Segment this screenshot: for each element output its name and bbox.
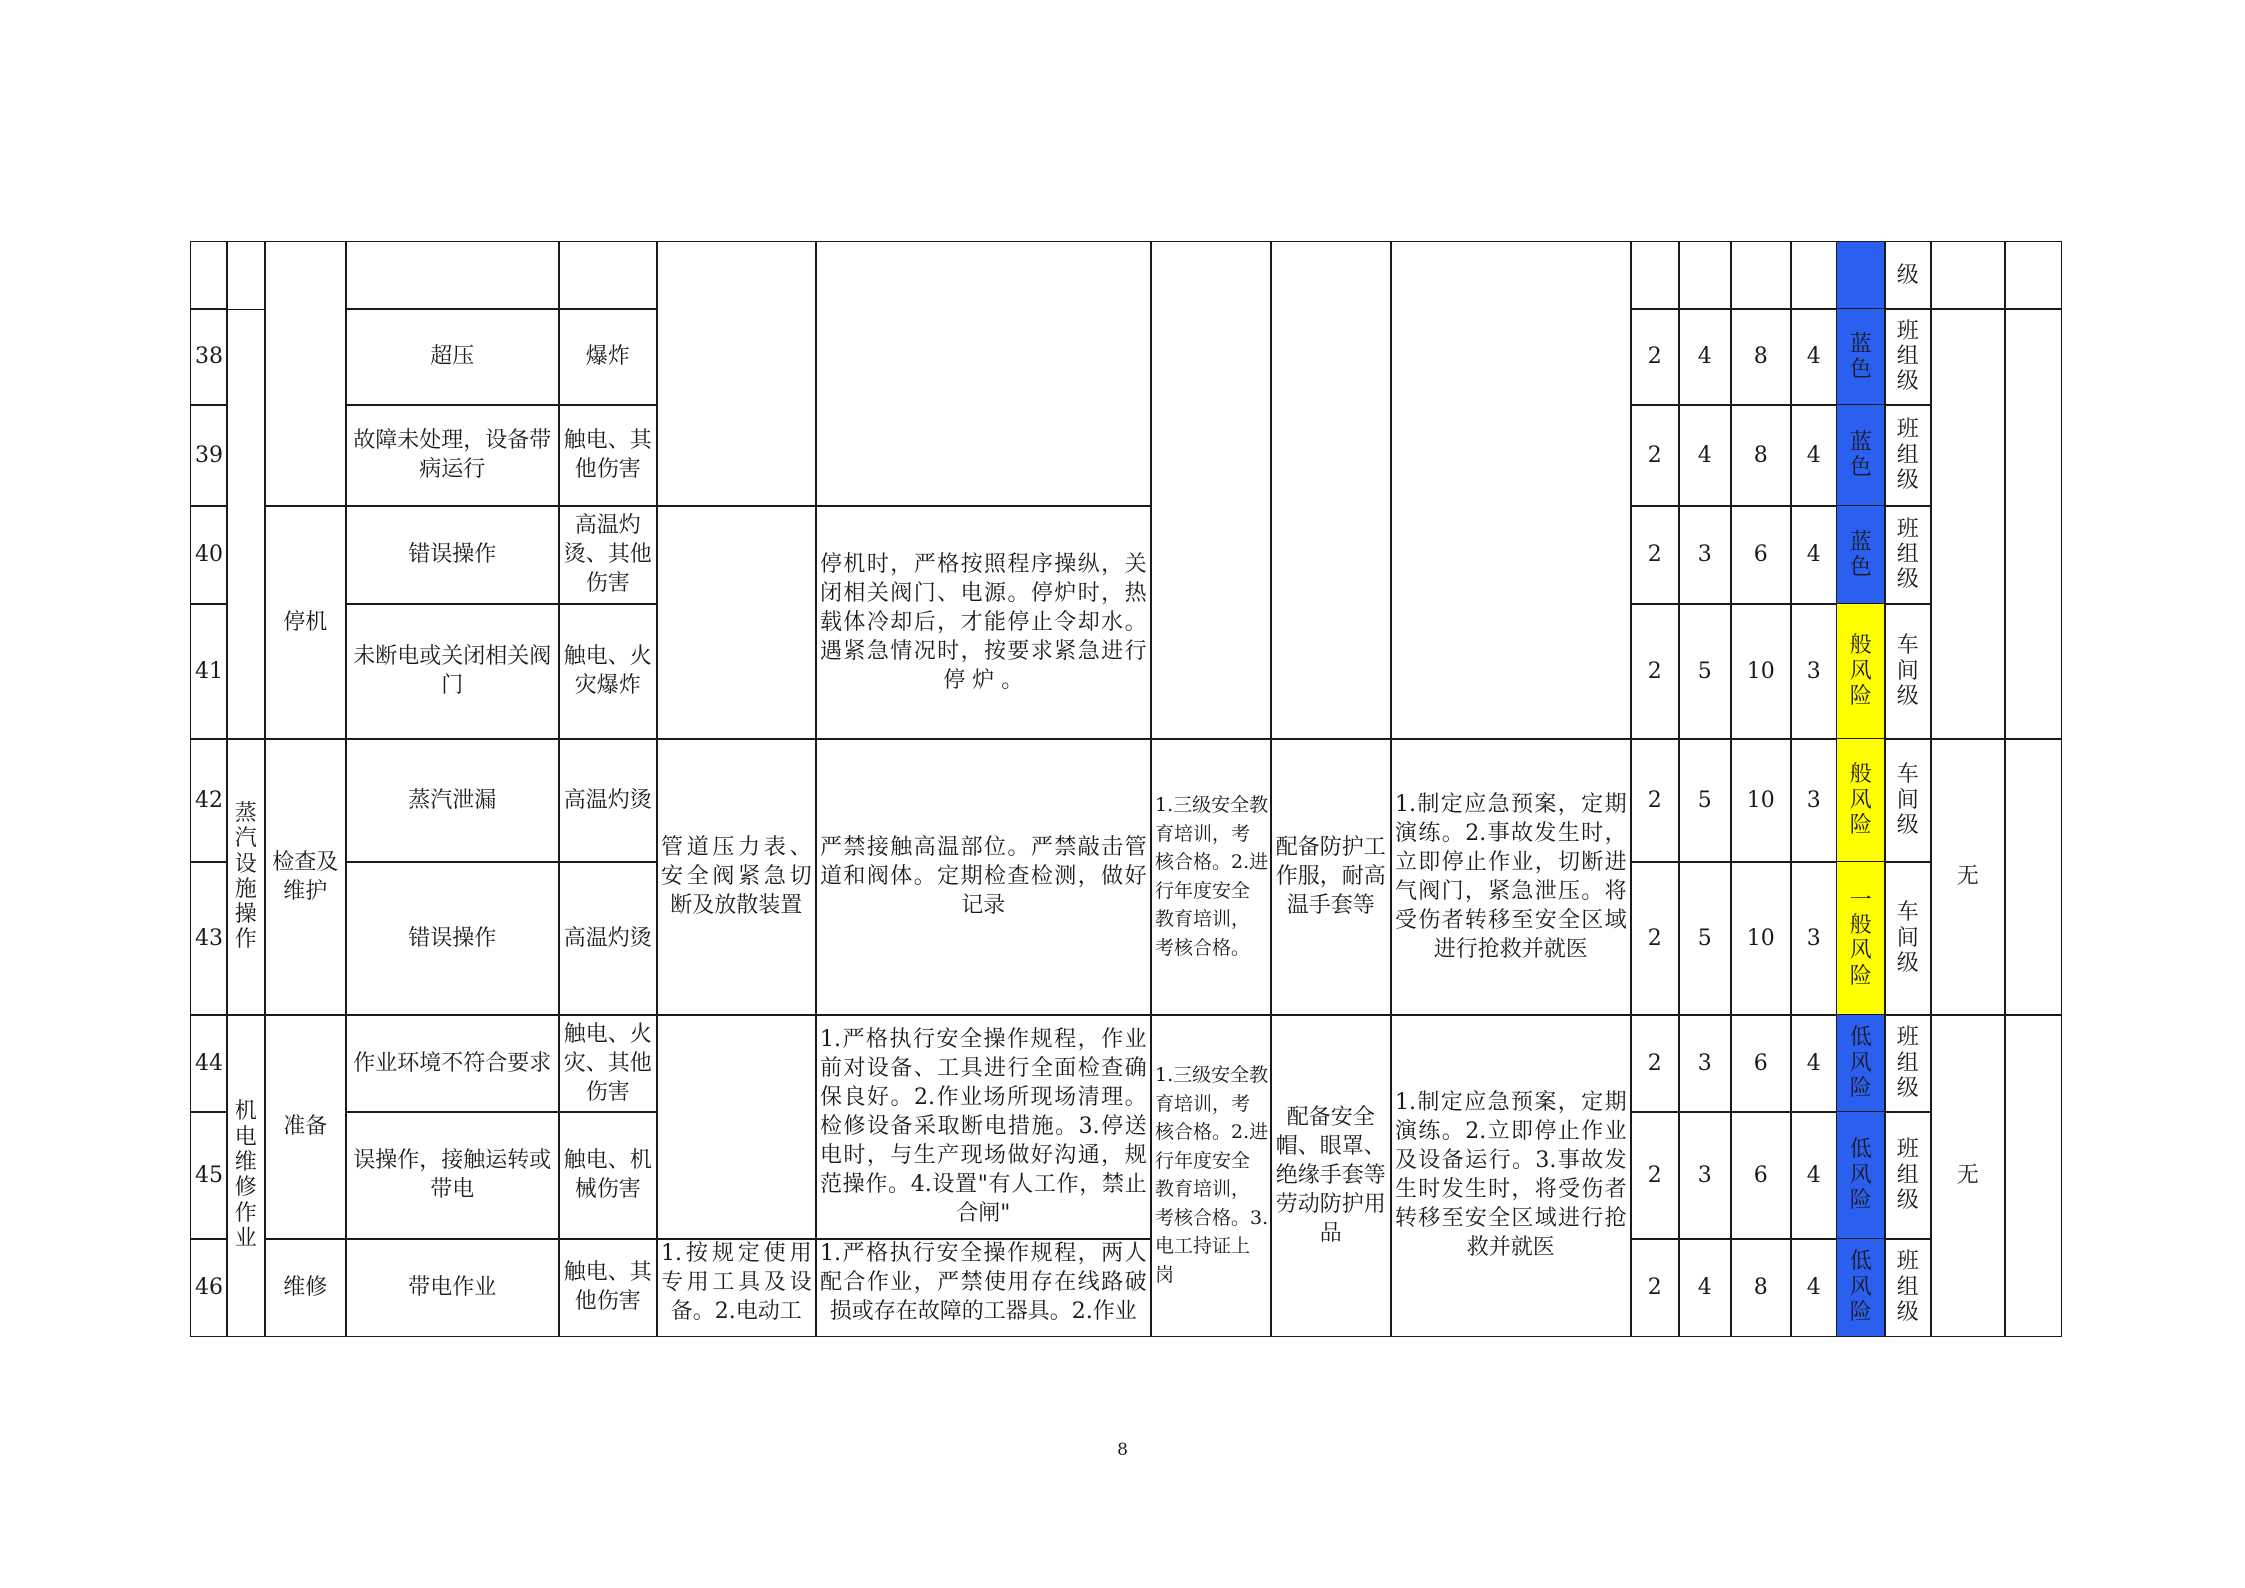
score-l: 2 (1630, 1238, 1680, 1337)
activity-cell-upper (226, 241, 266, 740)
score-d: 4 (1790, 308, 1838, 406)
score-e: 3 (1678, 505, 1732, 605)
score-d: 3 (1790, 861, 1838, 1016)
score-e: 4 (1678, 1238, 1732, 1337)
eng-measure-cell-shutdown (656, 505, 817, 740)
activity-cell-steam: 蒸 汽 设 施 操 作 (226, 738, 266, 1016)
score-d: 4 (1790, 1238, 1838, 1337)
hazard-cell: 带电作业 (345, 1238, 560, 1337)
control-level-cell: 班 组 级 (1884, 308, 1932, 406)
score-e: 5 (1678, 738, 1732, 863)
row-number: 42 (190, 738, 228, 863)
row-number: 46 (190, 1238, 228, 1337)
extra-cell-empty (2004, 241, 2062, 310)
score-l: 2 (1630, 505, 1680, 605)
score-e: 4 (1678, 308, 1732, 406)
remark-mech: 无 (1930, 1014, 2006, 1337)
control-level-cell: 班 组 级 (1884, 505, 1932, 605)
ppe-mech: 配备安全帽、眼罩、绝缘手套等劳动防护用品 (1270, 1014, 1392, 1337)
extra-steam (2004, 738, 2062, 1016)
extra-cell-upper (2004, 308, 2062, 740)
control-level-cell: 班 组 级 (1884, 404, 1932, 507)
accident-cell: 高温灼烫 (558, 738, 658, 863)
score-l: 2 (1630, 861, 1680, 1016)
risk-color-cell: 般 风 险 (1836, 738, 1886, 863)
eng-measure-steam: 管道压力表、安全阀紧急切断及放散装置 (656, 738, 817, 1016)
score-e: 5 (1678, 603, 1732, 740)
row-number: 45 (190, 1111, 228, 1240)
score-c: 8 (1730, 1238, 1792, 1337)
step-cell-prepare: 准备 (264, 1014, 347, 1240)
score-c: 8 (1730, 404, 1792, 507)
accident-cell-empty (558, 241, 658, 310)
score-l: 2 (1630, 1111, 1680, 1240)
score-c: 6 (1730, 505, 1792, 605)
risk-color-cell: 般 风 险 (1836, 603, 1886, 740)
score-e: 3 (1678, 1111, 1732, 1240)
mgmt-measure-shutdown: 停机时，严格按照程序操纵，关闭相关阀门、电源。停炉时，热载体冷却后，才能停止令却水。遇紧急情况时，按要求紧急进行 停 炉 。 (815, 505, 1152, 740)
control-level-cell: 班 组 级 (1884, 1238, 1932, 1337)
score-d: 4 (1790, 1111, 1838, 1240)
hazard-cell: 错误操作 (345, 861, 560, 1016)
row-number: 41 (190, 603, 228, 740)
hazard-cell: 超压 (345, 308, 560, 406)
risk-color-cell: 低 风 险 (1836, 1111, 1886, 1240)
ppe-cell-upper (1270, 241, 1392, 740)
hazard-cell: 蒸汽泄漏 (345, 738, 560, 863)
accident-cell: 高温灼烫、其他伤害 (558, 505, 658, 605)
score-d: 3 (1790, 738, 1838, 863)
no-cell-empty (190, 241, 228, 310)
step-cell-inspect: 检查及维护 (264, 738, 347, 1016)
hazard-cell-empty (345, 241, 560, 310)
score-c: 6 (1730, 1014, 1792, 1113)
score-e: 4 (1678, 404, 1732, 507)
control-level-cell: 车 间 级 (1884, 861, 1932, 1016)
emergency-mech: 1.制定应急预案，定期演练。2.立即停止作业及设备运行。3.事故发生时发生时，将受伤者转移至安全区域进行抢救并就医 (1390, 1014, 1632, 1337)
hazard-cell: 故障未处理，设备带病运行 (345, 404, 560, 507)
mgmt-measure-cell-upper (815, 241, 1152, 507)
control-level-cell: 班 组 级 (1884, 1014, 1932, 1113)
score-l: 2 (1630, 738, 1680, 863)
score-d: 4 (1790, 404, 1838, 507)
remark-cell-empty (1930, 241, 2006, 310)
training-cell-upper (1150, 241, 1272, 740)
accident-cell: 触电、火灾、其他伤害 (558, 1014, 658, 1113)
step-cell-repair: 维修 (264, 1238, 347, 1337)
hazard-cell: 错误操作 (345, 505, 560, 605)
row-number: 40 (190, 505, 228, 605)
score-c: 10 (1730, 861, 1792, 1016)
control-level-cell: 班 组 级 (1884, 1111, 1932, 1240)
control-level-cell: 车 间 级 (1884, 603, 1932, 740)
risk-color-cell: 一 般 风 险 (1836, 861, 1886, 1016)
row-number: 43 (190, 861, 228, 1016)
score-l: 2 (1630, 308, 1680, 406)
score-cell-empty (1630, 241, 1680, 310)
accident-cell: 触电、机械伤害 (558, 1111, 658, 1240)
hazard-cell: 误操作，接触运转或带电 (345, 1111, 560, 1240)
accident-cell: 触电、火灾爆炸 (558, 603, 658, 740)
step-cell-shutdown: 停机 (264, 505, 347, 740)
hazard-cell: 未断电或关闭相关阀门 (345, 603, 560, 740)
score-c: 6 (1730, 1111, 1792, 1240)
risk-color-cell: 蓝 色 (1836, 505, 1886, 605)
mgmt-measure-prepare: 1.严格执行安全操作规程，作业前对设备、工具进行全面检查确保良好。2.作业场所现场清理。检修设备采取断电措施。3.停送电时，与生产现场做好沟通，规范操作。4.设置"有人工作，禁止合闸" (815, 1014, 1152, 1240)
risk-color-cell: 蓝 色 (1836, 404, 1886, 507)
score-e: 3 (1678, 1014, 1732, 1113)
score-e: 5 (1678, 861, 1732, 1016)
row-number: 39 (190, 404, 228, 507)
risk-color-cell: 蓝 色 (1836, 308, 1886, 406)
row-number: 38 (190, 308, 228, 406)
score-l: 2 (1630, 603, 1680, 740)
accident-cell: 触电、其他伤害 (558, 404, 658, 507)
score-cell-empty (1790, 241, 1838, 310)
training-steam: 1.三级安全教育培训，考核合格。2.进行年度安全教育培训，考核合格。 (1150, 738, 1272, 1016)
control-level-cell: 车 间 级 (1884, 738, 1932, 863)
score-d: 4 (1790, 505, 1838, 605)
score-c: 10 (1730, 738, 1792, 863)
score-d: 4 (1790, 1014, 1838, 1113)
accident-cell: 触电、其他伤害 (558, 1238, 658, 1337)
score-cell-empty (1730, 241, 1792, 310)
risk-color-cell: 低 风 险 (1836, 1014, 1886, 1113)
mgmt-measure-steam: 严禁接触高温部位。严禁敲击管道和阀体。定期检查检测，做好记录 (815, 738, 1152, 1016)
accident-cell: 爆炸 (558, 308, 658, 406)
score-c: 8 (1730, 308, 1792, 406)
eng-measure-repair: 1.按规定使用专用工具及设备。2.电动工 (656, 1238, 817, 1337)
ppe-steam: 配备防护工作服，耐高温手套等 (1270, 738, 1392, 1016)
score-l: 2 (1630, 1014, 1680, 1113)
hazard-cell: 作业环境不符合要求 (345, 1014, 560, 1113)
activity-cell-mech: 机 电 维 修 作 业 (226, 1014, 266, 1337)
accident-cell: 高温灼烫 (558, 861, 658, 1016)
score-cell-empty (1678, 241, 1732, 310)
eng-measure-cell-upper (656, 241, 817, 507)
risk-color-cell: 低 风 险 (1836, 1238, 1886, 1337)
mgmt-measure-repair: 1.严格执行安全操作规程，两人配合作业，严禁使用存在线路破损或存在故障的工器具。2.作业 (815, 1238, 1152, 1337)
page-number: 8 (1117, 1440, 1128, 1460)
training-mech: 1.三级安全教育培训，考核合格。2.进行年度安全教育培训，考核合格。3.电工持证上岗 (1150, 1014, 1272, 1337)
score-c: 10 (1730, 603, 1792, 740)
remark-steam: 无 (1930, 738, 2006, 1016)
extra-mech (2004, 1014, 2062, 1337)
score-d: 3 (1790, 603, 1838, 740)
score-l: 2 (1630, 404, 1680, 507)
step-cell-upper (264, 241, 347, 507)
emergency-cell-upper (1390, 241, 1632, 740)
eng-measure-prepare (656, 1014, 817, 1240)
control-level-cell: 级 (1884, 241, 1932, 310)
risk-color-cell (1836, 241, 1886, 310)
emergency-steam: 1.制定应急预案，定期演练。2.事故发生时，立即停止作业，切断进气阀门，紧急泄压。将受伤者转移至安全区域进行抢救并就医 (1390, 738, 1632, 1016)
remark-cell-upper (1930, 308, 2006, 740)
row-number: 44 (190, 1014, 228, 1113)
